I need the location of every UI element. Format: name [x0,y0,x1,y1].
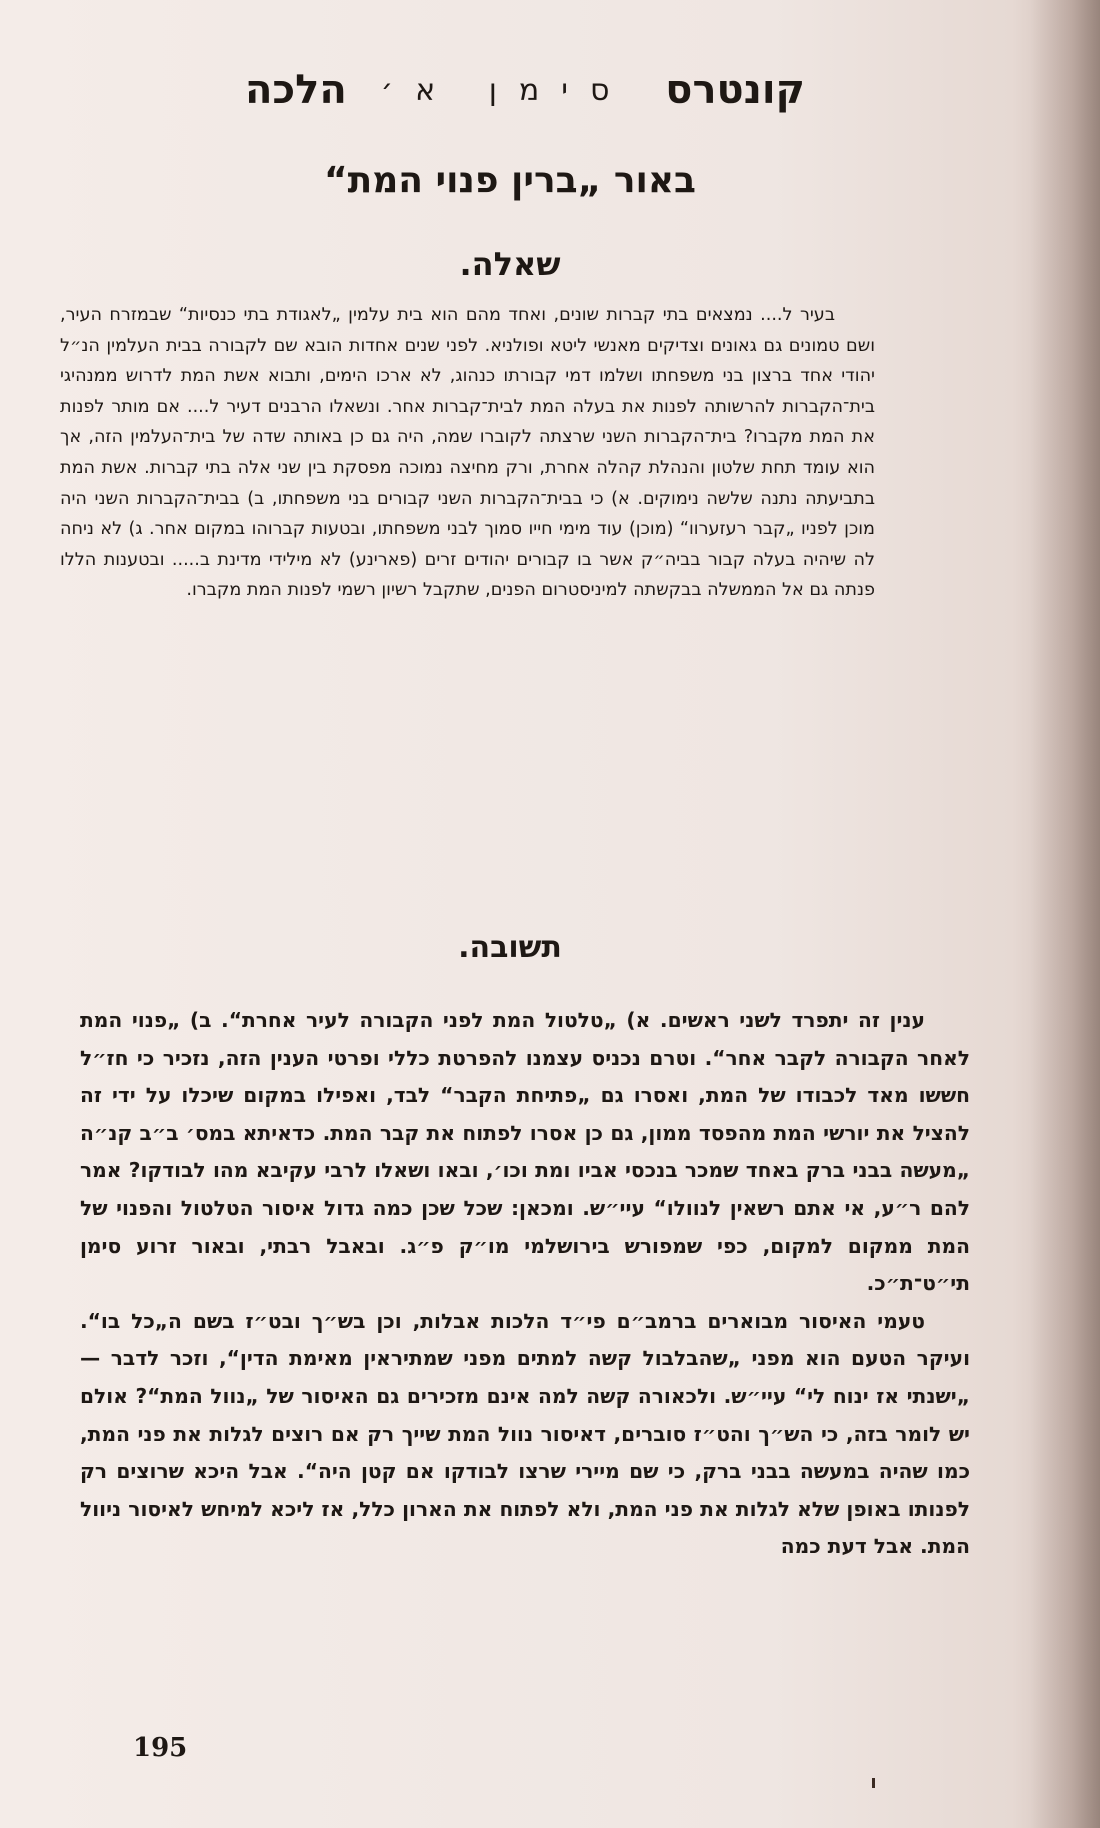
answer-paragraph-1: ענין זה יתפרד לשני ראשים. א) „טלטול המת לפני הקבורה לעיר אחרת“. ב) „פנוי המת לאחר הקבורה לקבר אחר“. וטרם נכניס עצמנו להפרטת כללי ופרטי הענין הזה, נזכיר כי חז״ל חששו מאד לכבודו של המת, ואסרו גם „פתיחת הקבר“ לבד, ואפילו במקום שיכלו על ידי זה להציל את יורשי המת מהפסד ממון, גם כן אסרו לפתוח את קבר המת. כדאיתא במס׳ ב״ב קנ״ה „מעשה בבני ברק באחד שמכר בנכסי אביו ומת וכו׳, ובאו ושאלו לרבי עקיבא מהו לבודקו? אמר להם ר״ע, אי אתם רשאין לנוולו“ עיי״ש. ומכאן: שכל שכן כמה גדול איסור הטלטול והפנוי של המת ממקום למקום, כפי שמפורש בירושלמי מו״ק פ״ג. ובאבל רבתי, ובאור זרוע סימן תי״ט־ת״כ. [80,1008,970,1296]
header-right: קונטרס [665,67,805,113]
chapter-title: באור „ברין פנוי המת“ [323,160,697,201]
header-left: הלכה [245,67,347,113]
answer-heading: תשובה. [458,930,562,965]
answer-body [80,1002,970,1566]
question-heading: שאלה. [459,245,561,283]
question-body [60,300,875,606]
ink-speck [872,1778,875,1788]
answer-paragraph-2: טעמי האיסור מבוארים ברמב״ם פי״ד הלכות אבלות, וכן בש״ך ובט״ז בשם ה„כל בו“. ועיקר הטעם הוא מפני „שהבלבול קשה למתים מפני שמתיראין מאימת הדין“, וזכר לדבר — „ישנתי אז ינוח לי“ עיי״ש. ולכאורה קשה למה אינם מזכירים גם האיסור של „נוול המת“? אולם יש לומר בזה, כי הש״ך והט״ז סוברים, דאיסור נוול המת שייך רק אם רוצים לגלות את פני המת, כמו שהיה במעשה בבני ברק, כי שם מיירי שרצו לבודקו אם קטן היה“. אבל היכא שרוצים רק לפנותו באופן שלא לגלות את פני המת, ולא לפתוח את הארון כלל, אז ליכא למיחש לאיסור ניוול המת. אבל דעת כמה [80,1308,970,1559]
spine-shadow [1030,0,1100,1828]
question-paragraph: בעיר ל.... נמצאים בתי קברות שונים, ואחד מהם הוא בית עלמין „לאגודת בתי כנסיות“ שבמזרח העיר, ושם טמונים גם גאונים וצדיקים מאנשי ליטא ופולניא. לפני שנים אחדות הובא שם לקבורה בבית העלמין הנ״ל יהודי אחד ברצון בני משפחתו ושלמו דמי קבורתו כנהוג, לא ארכו הימים, ותבוא אשת המת לדרוש ממנהיגי בית־הקברות להרשותה לפנות את בעלה המת לבית־קברות אחר. ונשאלו הרבנים דעיר ל.... אם מותר לפנות את המת מקברו? בית־הקברות השני שרצתה לקוברו שמה, היה גם כן באותה שדה של בית־העלמין הזה, אך הוא עומד תחת שלטון והנהלת קהלה אחרת, ורק מחיצה נמוכה מפסקת בין שני אלה בתי קברות. אשת המת בתביעתה נתנה שלשה נימוקים. א) כי בבית־הקברות השני קבורים בני משפחתו, ב) בבית־הקברות השני היה מוכן לפניו „קבר רעזערוו“ (מוכן) עוד מימי חייו סמוך לבני משפחתו, ובטעות קברוהו במקום אחר. ג) לא ניחה לה שיהיה בעלה קבור בביה״ק אשר בו קבורים יהודים זרים (פארינע) לא מילידי מדינת ב..... ובטענות הללו פנתה גם אל הממשלה בבקשתה למיניסטרום הפנים, שתקבל רשיון רשמי לפנות המת מקברו. [60,305,875,601]
header-center: סימן א׳ [380,72,632,108]
page-number: 195 [133,1733,188,1763]
running-head [245,60,805,120]
